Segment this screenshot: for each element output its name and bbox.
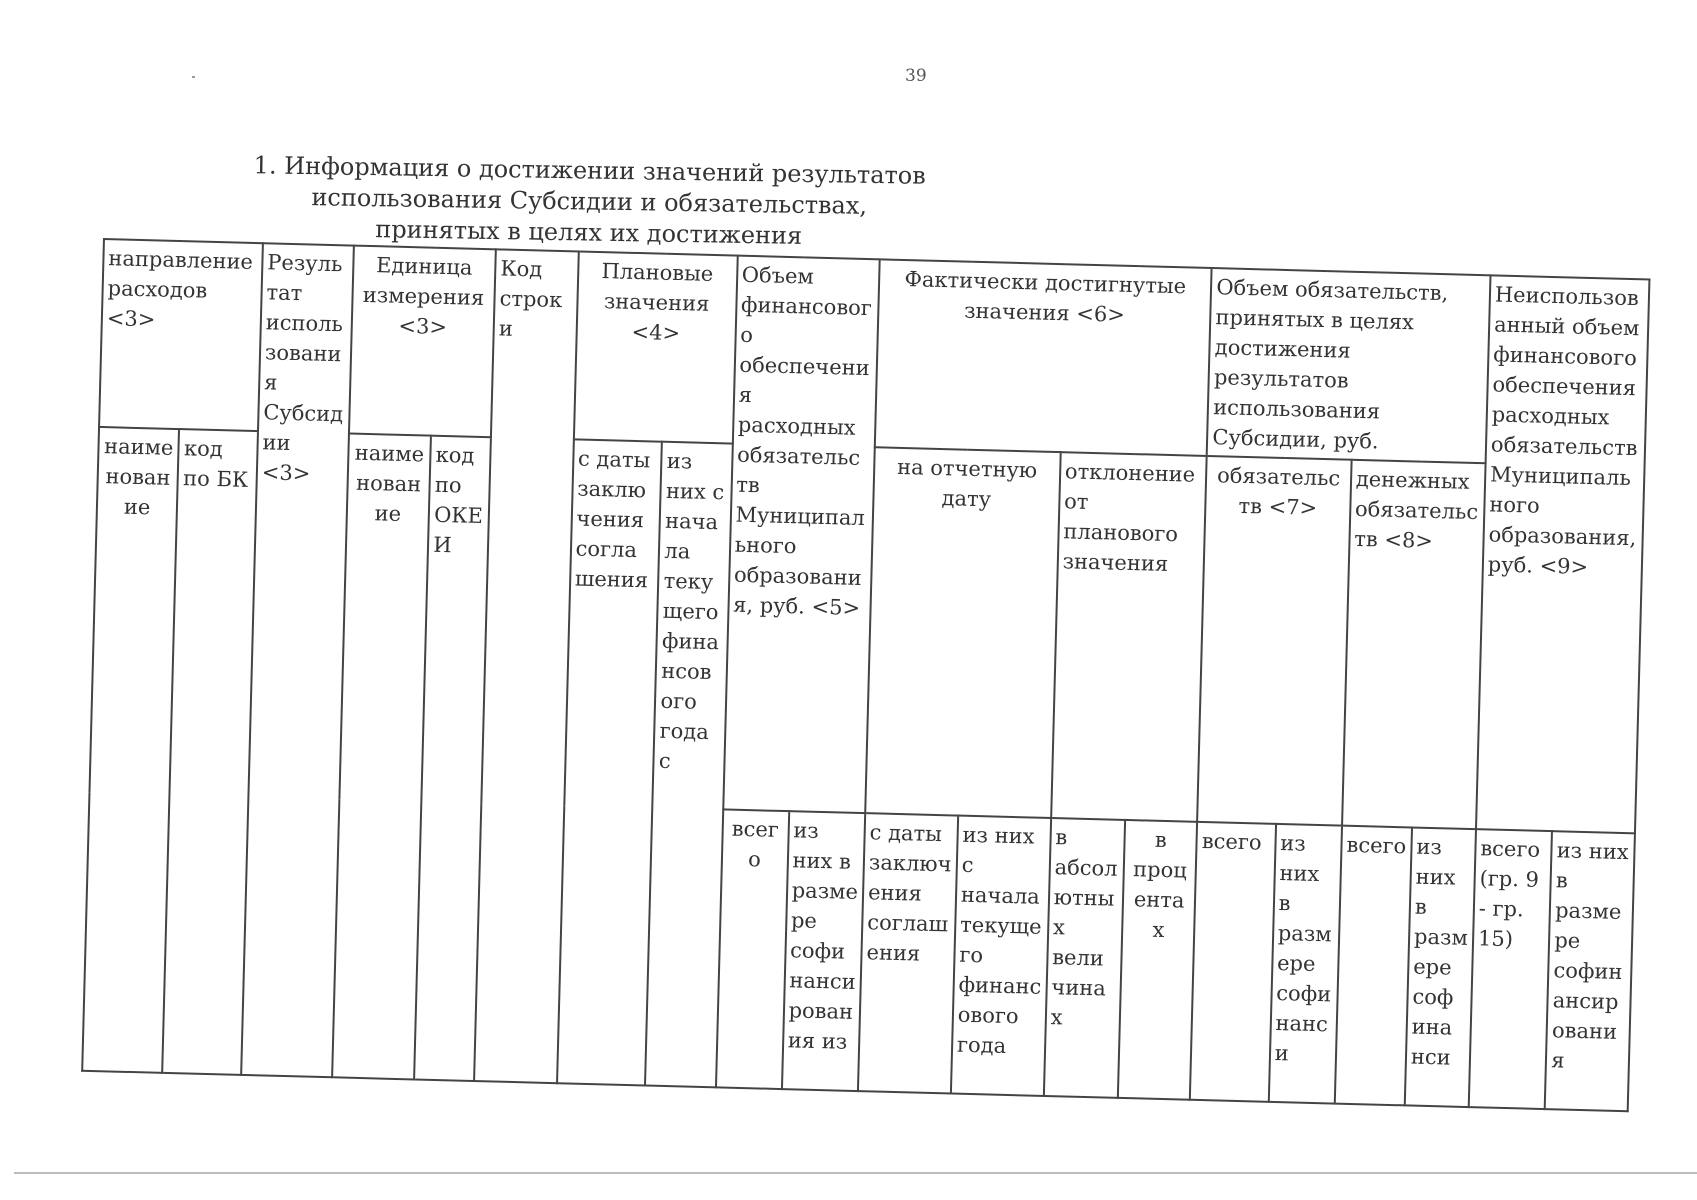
header-obem-iz-nih: из них в размере софинансирования из (782, 811, 866, 1091)
report-table (81, 238, 1650, 1112)
header-den-iz-nih: из них в размере софинанси (1405, 827, 1476, 1107)
header-edinica-izmereniya: Единица измерения <3> (349, 246, 496, 438)
header-obem-vsego: всего (716, 809, 789, 1089)
header-plan-s-daty: с даты заключения соглашения (557, 439, 663, 1085)
header-obem-obyazatelstv: Объем обязательств, принятых в целях достижения результатов использования Субсидии, руб. (1207, 268, 1490, 463)
header-obyazatelstv: обязательств <7> (1197, 456, 1351, 826)
header-neisp-vsego: всего (гр. 9 - гр. 15) (1469, 829, 1553, 1109)
header-obyaz-iz-nih: из них в размере софинанси (1269, 824, 1342, 1104)
page-bottom-edge (14, 1172, 1697, 1174)
header-kod-po-bk: код по БК (163, 429, 258, 1075)
header-kod-po-okei: код по ОКЕИ (414, 436, 491, 1081)
page-number: 39 (905, 66, 927, 86)
header-planovye-znacheniya: Плановые значения <4> (574, 251, 738, 443)
section-title-line-1: 1. Информация о достижении значений результатов (253, 151, 926, 190)
header-fakt-s-daty: с даты заключения соглашения (858, 813, 958, 1093)
header-v-procentah: в процентах (1118, 820, 1197, 1100)
section-title-line-2: использования Субсидии и обязательствах, (311, 183, 868, 220)
header-fakt-iz-nih: из них с начала текущего финансового года (951, 816, 1051, 1096)
header-obyaz-vsego: всего (1190, 822, 1276, 1102)
header-v-absolyutnyh: в абсолютных величинах (1044, 818, 1126, 1098)
header-neisp-iz-nih: из них в размере софинансирования (1545, 831, 1635, 1111)
header-napravlenie-rashodov: направление расходов <3> (99, 239, 263, 431)
section-title-line-3: принятых в целях их достижения (375, 215, 803, 250)
header-na-otchetnuyu-datu: на отчетную дату (865, 447, 1060, 818)
header-kod-stroki: Код строки (474, 249, 578, 1083)
header-plan-iz-nih: из них с начала текущего финансового года с (645, 442, 732, 1088)
header-den-vsego: всего (1335, 826, 1412, 1106)
scan-speck (192, 76, 195, 78)
header-otklonenie: отклонение от планового значения (1051, 452, 1207, 822)
header-fakticheski-dostignutye: Фактически достигнутые значения <6> (875, 259, 1212, 456)
header-obem-finansovogo-obespecheniya: Объем финансового обеспечения расходных обязательств Муниципального образования, руб. <5> (723, 256, 880, 814)
header-naimenovanie-edinicy: наименование (332, 433, 431, 1079)
header-denezhnyh-obyazatelstv: денежных обязательств <8> (1342, 460, 1486, 829)
section-title (239, 150, 940, 254)
header-naimenovanie-rashodov: наименование (82, 427, 179, 1073)
header-neispolzovannyj-obem: Неиспользованный объем финансового обеспечения расходных обязательств Муниципального образования, руб. <9> (1476, 275, 1650, 833)
header-rezultat: Результат использования Субсидии <3> (241, 243, 354, 1077)
report-table-container (81, 238, 1650, 1112)
